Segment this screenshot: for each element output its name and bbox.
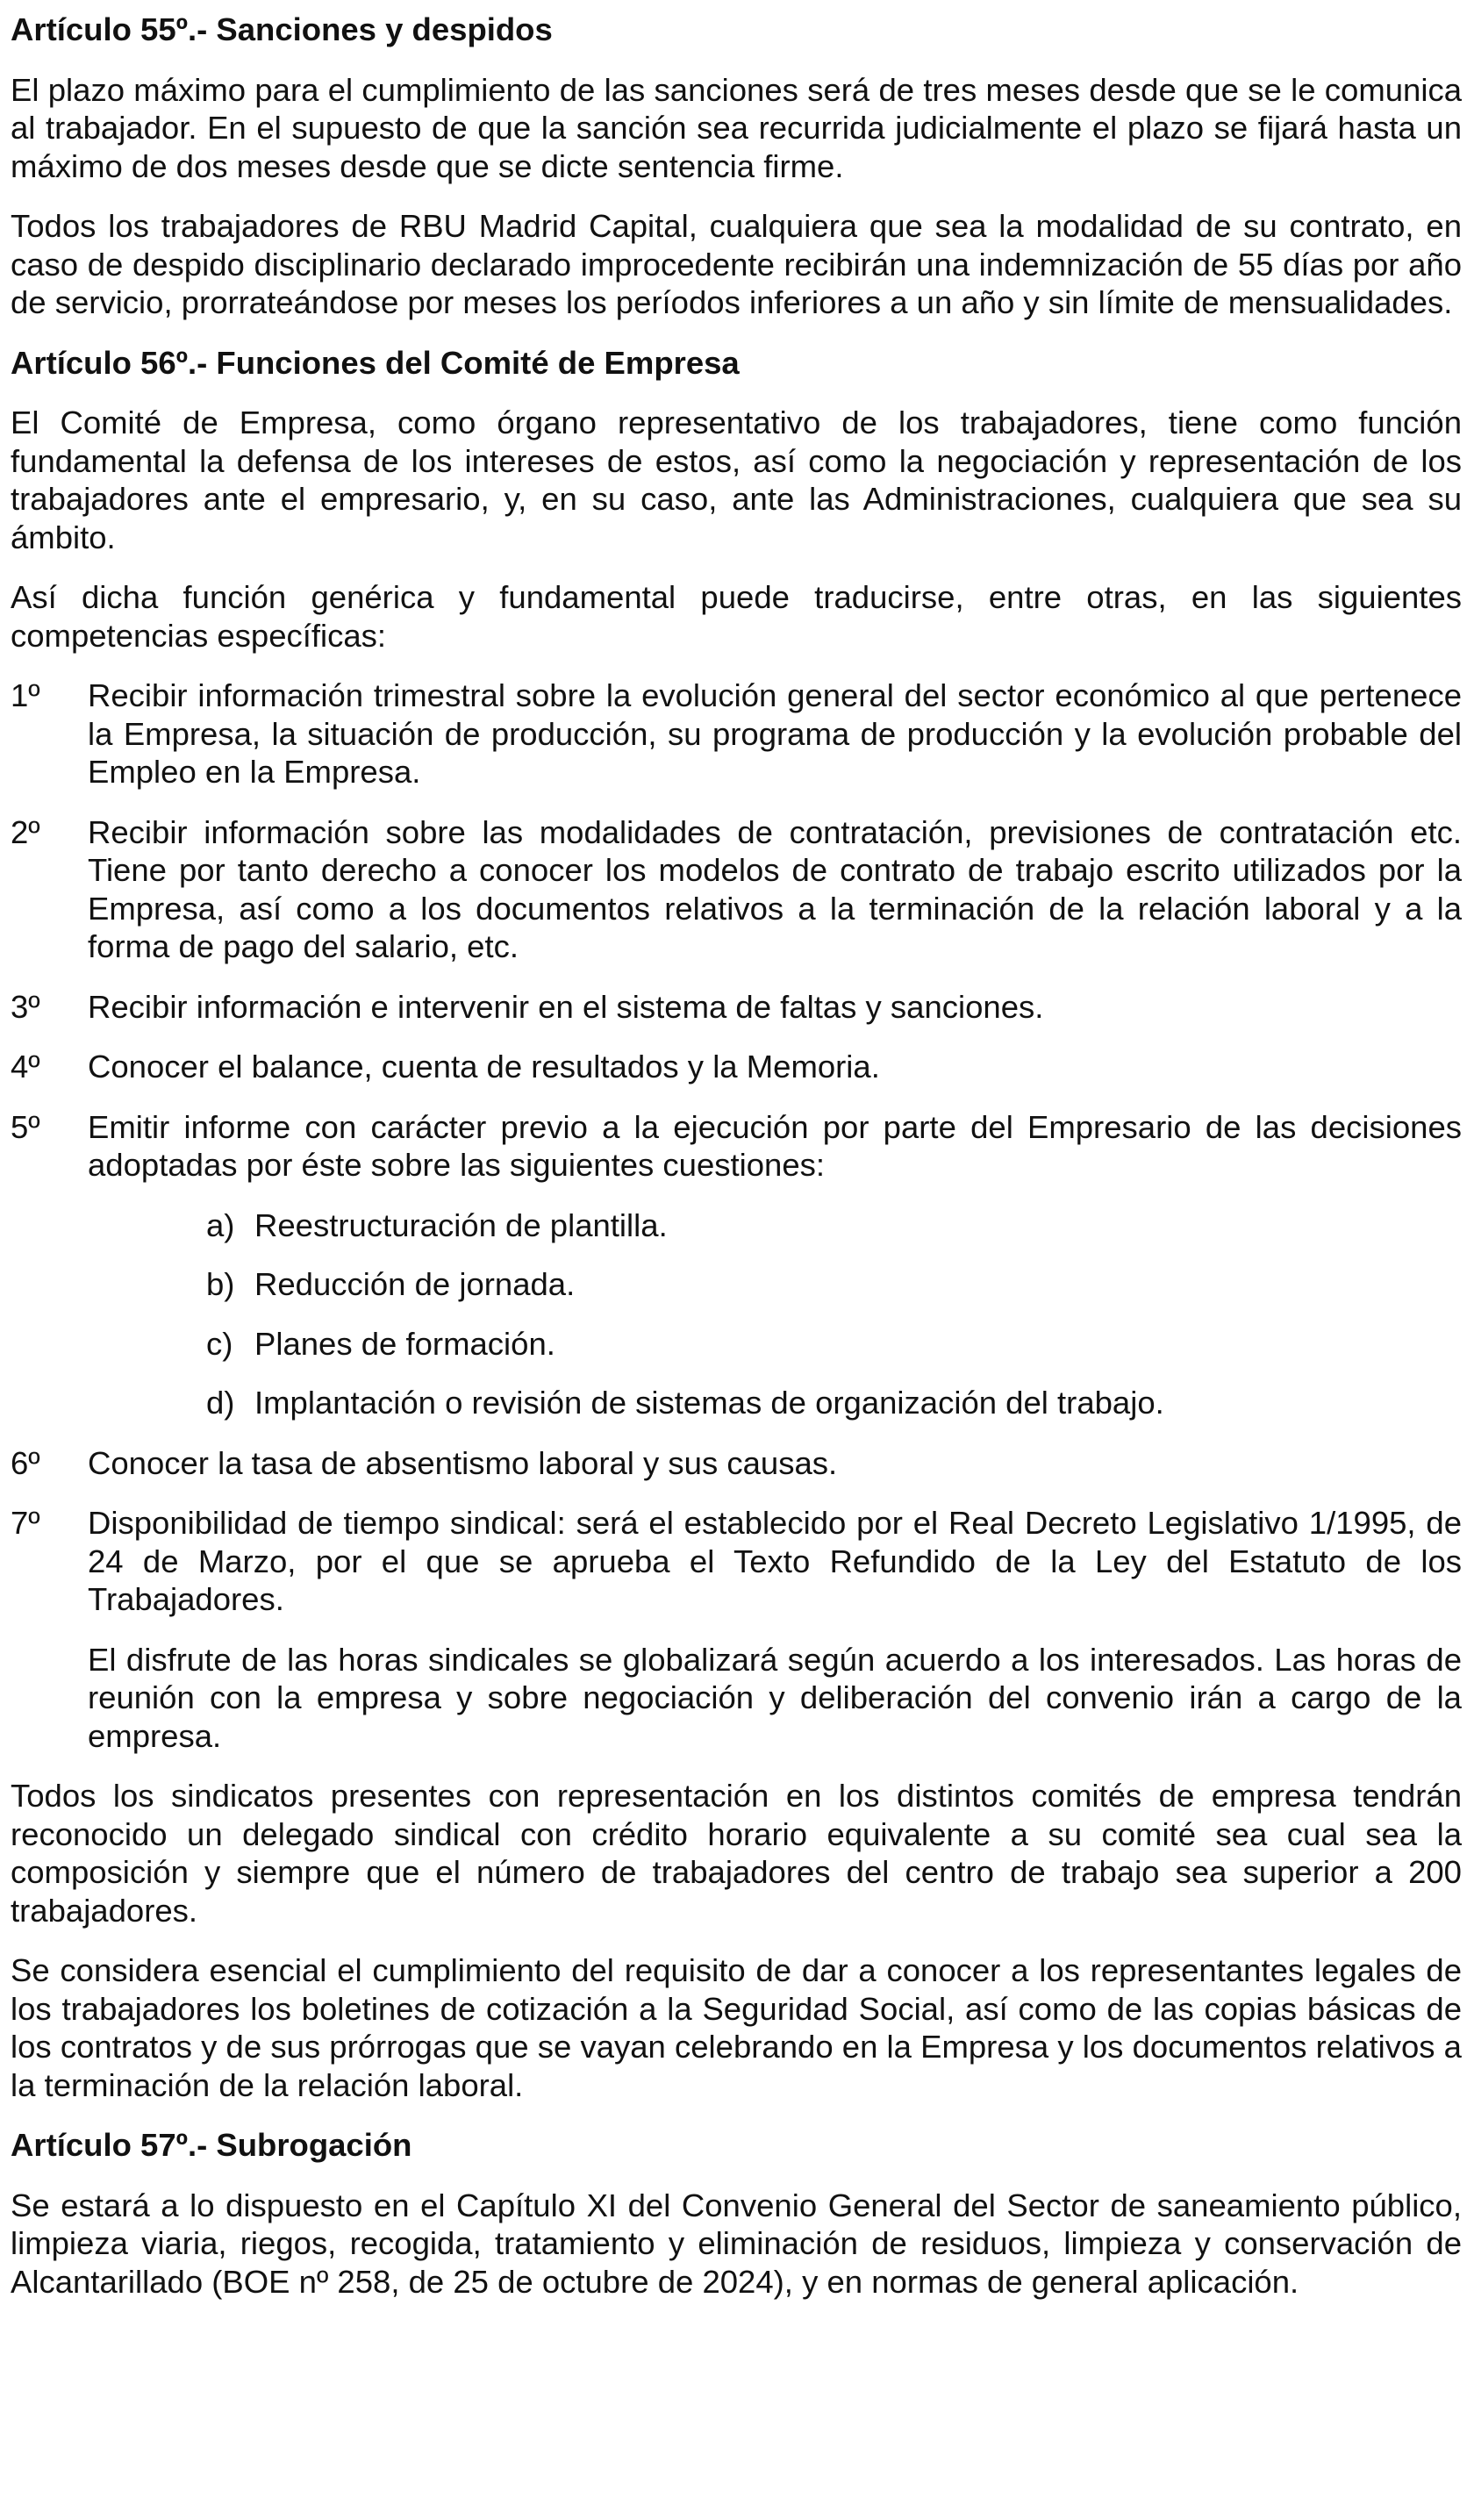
- item-text: Emitir informe con carácter previo a la ejecución por parte del Empresario de las decisiones adoptadas por éste sobre las siguientes cuestiones:: [88, 1108, 1462, 1183]
- item-body: [88, 988, 1462, 1027]
- numbered-item: [11, 1504, 1462, 1755]
- sub-list-item: [206, 1384, 1462, 1422]
- item-text: Recibir información e intervenir en el sistema de faltas y sanciones.: [88, 988, 1044, 1025]
- item-number: 6º: [11, 1444, 40, 1481]
- article-section: [11, 2126, 1462, 2301]
- item-body: [88, 813, 1462, 966]
- paragraph: Se considera esencial el cumplimiento del requisito de dar a conocer a los representantes legales de los trabajadores los boletines de cotización a la Seguridad Social, así como de las copias básicas de los contratos y de sus prórrogas que se vayan celebrando en la Empresa y los documentos relativos a la terminación de la relación laboral.: [11, 1952, 1462, 2103]
- sub-item-letter: a): [206, 1206, 235, 1243]
- item-number: 1º: [11, 677, 40, 713]
- article-heading: Artículo 56º.- Funciones del Comité de Empresa: [11, 344, 740, 381]
- item-number: 5º: [11, 1108, 40, 1145]
- item-number: 3º: [11, 988, 40, 1025]
- sub-item-text: Implantación o revisión de sistemas de organización del trabajo.: [254, 1385, 1164, 1421]
- item-number: 2º: [11, 813, 40, 850]
- sub-list: [88, 1206, 1462, 1422]
- item-text: Recibir información trimestral sobre la evolución general del sector económico al que pertenece la Empresa, la situación de producción, su programa de producción y la evolución probable del Empleo en la Empresa.: [88, 677, 1462, 790]
- sub-item-text: Planes de formación.: [254, 1325, 555, 1362]
- sub-item-letter: d): [206, 1385, 235, 1421]
- item-number: 7º: [11, 1505, 40, 1541]
- article-section: [11, 344, 1462, 2105]
- paragraph: El Comité de Empresa, como órgano representativo de los trabajadores, tiene como función fundamental la defensa de los intereses de estos, así como la negociación y representación de los trabajadores ante el empresario, y, en su caso, ante las Administraciones, cualquiera que sea su ámbito.: [11, 404, 1462, 555]
- document-page: [11, 11, 1462, 2323]
- sub-item-text: Reestructuración de plantilla.: [254, 1206, 668, 1243]
- item-body: [88, 677, 1462, 791]
- paragraph: Todos los trabajadores de RBU Madrid Capital, cualquiera que sea la modalidad de su contrato, en caso de despido disciplinario declarado improcedente recibirán una indemnización de 55 días por año de servicio, prorrateándose por meses los períodos inferiores a un año y sin límite de mensualidades.: [11, 208, 1462, 320]
- item-body: [88, 1504, 1462, 1755]
- paragraph: El plazo máximo para el cumplimiento de las sanciones será de tres meses desde que se le comunica al trabajador. En el supuesto de que la sanción sea recurrida judicialmente el plazo se fijará hasta un máximo de dos meses desde que se dicte sentencia firme.: [11, 71, 1462, 184]
- numbered-item: [11, 988, 1462, 1027]
- article-heading: Artículo 57º.- Subrogación: [11, 2127, 412, 2163]
- numbered-item: [11, 1108, 1462, 1422]
- sub-list-item: [206, 1206, 1462, 1245]
- item-number: 4º: [11, 1049, 40, 1085]
- item-text: Recibir información sobre las modalidades de contratación, previsiones de contratación etc. Tiene por tanto derecho a conocer los modelos de contrato de trabajo escrito utilizados por la Empresa, así como a los documentos relativos a la terminación de la relación laboral y a la forma de pago del salario, etc.: [88, 813, 1462, 964]
- paragraph: Se estará a lo dispuesto en el Capítulo XI del Convenio General del Sector de saneamiento público, limpieza viaria, riegos, recogida, tratamiento y eliminación de residuos, limpieza y conservación de Alcantarillado (BOE nº 258, de 25 de octubre de 2024), y en normas de general aplicación.: [11, 2187, 1462, 2300]
- numbered-item: [11, 813, 1462, 966]
- sub-item-letter: b): [206, 1266, 235, 1302]
- item-body: [88, 1048, 1462, 1086]
- article-heading: Artículo 55º.- Sanciones y despidos: [11, 11, 553, 47]
- numbered-item: [11, 1444, 1462, 1483]
- article-section: [11, 11, 1462, 322]
- sub-item-letter: c): [206, 1325, 233, 1362]
- item-body: [88, 1444, 1462, 1483]
- numbered-item: [11, 677, 1462, 791]
- item-text: Conocer la tasa de absentismo laboral y sus causas.: [88, 1444, 838, 1481]
- paragraph: Todos los sindicatos presentes con representación en los distintos comités de empresa tendrán reconocido un delegado sindical con crédito horario equivalente a su comité sea cual sea la composición y siempre que el número de trabajadores del centro de trabajo sea superior a 200 trabajadores.: [11, 1778, 1462, 1929]
- numbered-item: [11, 1048, 1462, 1086]
- sub-list-item: [206, 1325, 1462, 1364]
- item-body: [88, 1108, 1462, 1422]
- item-text: Disponibilidad de tiempo sindical: será el establecido por el Real Decreto Legislativo 1/1995, de 24 de Marzo, por el que se aprueba el Texto Refundido de la Ley del Estatuto de los Trabajadores.: [88, 1505, 1462, 1617]
- sub-item-text: Reducción de jornada.: [254, 1266, 576, 1302]
- sub-list-item: [206, 1265, 1462, 1304]
- paragraph: Así dicha función genérica y fundamental puede traducirse, entre otras, en las siguientes competencias específicas:: [11, 579, 1462, 654]
- item-text: Conocer el balance, cuenta de resultados y la Memoria.: [88, 1049, 880, 1085]
- item-extra-paragraph: El disfrute de las horas sindicales se globalizará según acuerdo a los interesados. Las horas de reunión con la empresa y sobre negociación y deliberación del convenio irán a cargo de la empresa.: [88, 1641, 1462, 1754]
